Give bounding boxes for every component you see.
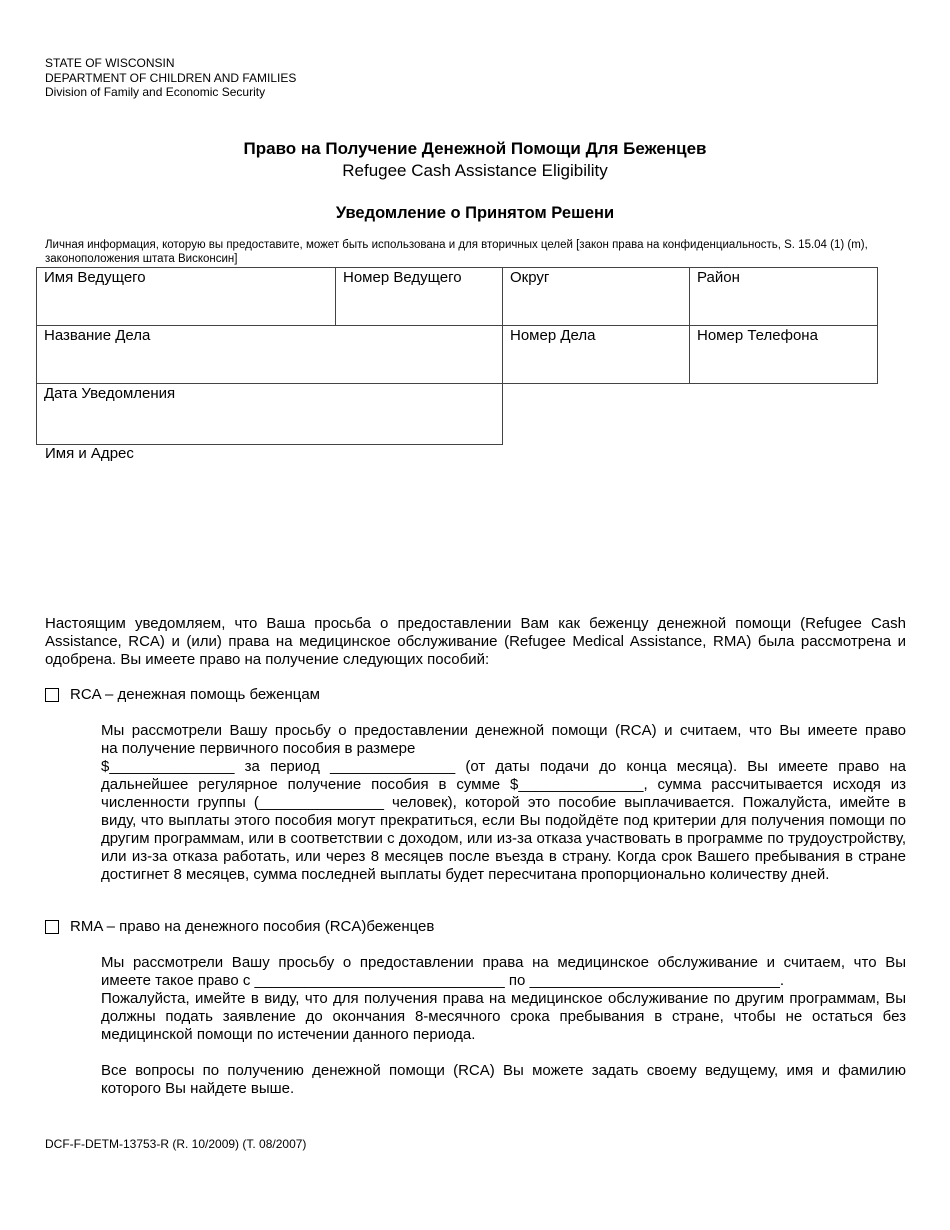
county-field[interactable]: [502, 267, 690, 326]
privacy-notice: Личная информация, которую вы предоставите, может быть использована и для вторичных целей [закон права на конфиденциальность, S. 15.04 (1) (m), законоположения штата Висконсин]: [45, 239, 868, 265]
worker-number-field[interactable]: [335, 267, 503, 326]
name-address-label: Имя и Адрес: [45, 445, 134, 462]
case-name-label: Название Дела: [44, 327, 151, 344]
rma-label: RMA – право на денежного пособия (RCA)беженцев: [70, 918, 435, 935]
notice-date-field[interactable]: [36, 383, 503, 445]
district-label: Район: [697, 269, 740, 286]
rca-checkbox[interactable]: [45, 688, 59, 702]
case-name-field[interactable]: [36, 325, 503, 384]
agency-department: DEPARTMENT OF CHILDREN AND FAMILIES: [45, 70, 297, 85]
questions-paragraph: Все вопросы по получению денежной помощи (RCA) Вы можете задать своему ведущему, имя и фамилию которого Вы найдете выше.: [101, 1062, 906, 1097]
case-number-label: Номер Дела: [510, 327, 596, 344]
rma-option: [45, 918, 434, 935]
rma-line-1: Мы рассмотрели Вашу просьбу о предоставлении права на медицинское обслуживание и считаем, что Вы: [101, 954, 906, 971]
district-field[interactable]: [689, 267, 878, 326]
rma-paragraph: [101, 954, 906, 1044]
county-label: Округ: [510, 269, 550, 286]
form-title-russian: Право на Получение Денежной Помощи Для Беженцев: [243, 139, 707, 158]
rca-paragraph: [101, 722, 906, 884]
form-title-english: Refugee Cash Assistance Eligibility: [342, 161, 608, 180]
agency-division: Division of Family and Economic Security: [45, 85, 266, 99]
case-number-field[interactable]: [502, 325, 690, 384]
rma-line-2: имеете такое право с ______________________________ по ______________________________.: [101, 972, 785, 989]
rca-label: RCA – денежная помощь беженцам: [70, 686, 320, 703]
notice-date-label: Дата Уведомления: [44, 385, 176, 402]
agency-state: STATE OF WISCONSIN: [45, 56, 175, 70]
rma-body: Пожалуйста, имейте в виду, что для получения права на медицинское обслуживание по другим программам, Вы должны подать заявление до окончания 8-месячного срока пребывания в стране, чтобы не остаться без медицинской помощи по истечении данного периода.: [101, 990, 906, 1043]
notice-title: Уведомление о Принятом Решени: [335, 204, 615, 222]
form-id: DCF-F-DETM-13753-R (R. 10/2009) (T. 08/2007): [45, 1137, 307, 1151]
worker-number-label: Номер Ведущего: [343, 269, 462, 286]
agency-header: [45, 56, 296, 100]
rca-body: $_______________ за период _______________ (от даты подачи до конца месяца). Вы имеете право на дальнейшее регулярное получение пособия в сумме $_______________, сумма рассчитывается исходя из численности группы (_______________ человек), которой это пособие выплачивается. Пожалуйста, имейте в виду, что выплаты этого пособия могут прекратиться, если Вы подойдёте под критерии для получения помощи по другим программам, или в соответствии с доходом, или из-за отказа участвовать в программе по трудоустройству, или из-за отказа работать, или через 8 месяцев после въезда в страну. Когда срок Вашего пребывания в стране достигнет 8 месяцев, сумма последней выплаты будет пересчитана пропорционально количеству дней.: [101, 758, 906, 883]
rca-option: [45, 686, 320, 703]
worker-name-label: Имя Ведущего: [44, 269, 146, 286]
worker-name-field[interactable]: [36, 267, 336, 326]
rca-line-1: Мы рассмотрели Вашу просьбу о предоставлении денежной помощи (RCA) и считаем, что Вы имеете право: [101, 722, 906, 739]
rca-line-2: на получение первичного пособия в размере: [101, 740, 416, 757]
rma-checkbox[interactable]: [45, 920, 59, 934]
phone-number-label: Номер Телефона: [697, 327, 818, 344]
phone-number-field[interactable]: [689, 325, 878, 384]
intro-paragraph: Настоящим уведомляем, что Ваша просьба о предоставлении Вам как беженцу денежной помощи (Refugee Cash Assistance, RCA) и (или) права на медицинское обслуживание (Refugee Medical Assistance, RMA) была рассмотрена и одобрена. Вы имеете право на получение следующих пособий:: [45, 615, 906, 668]
